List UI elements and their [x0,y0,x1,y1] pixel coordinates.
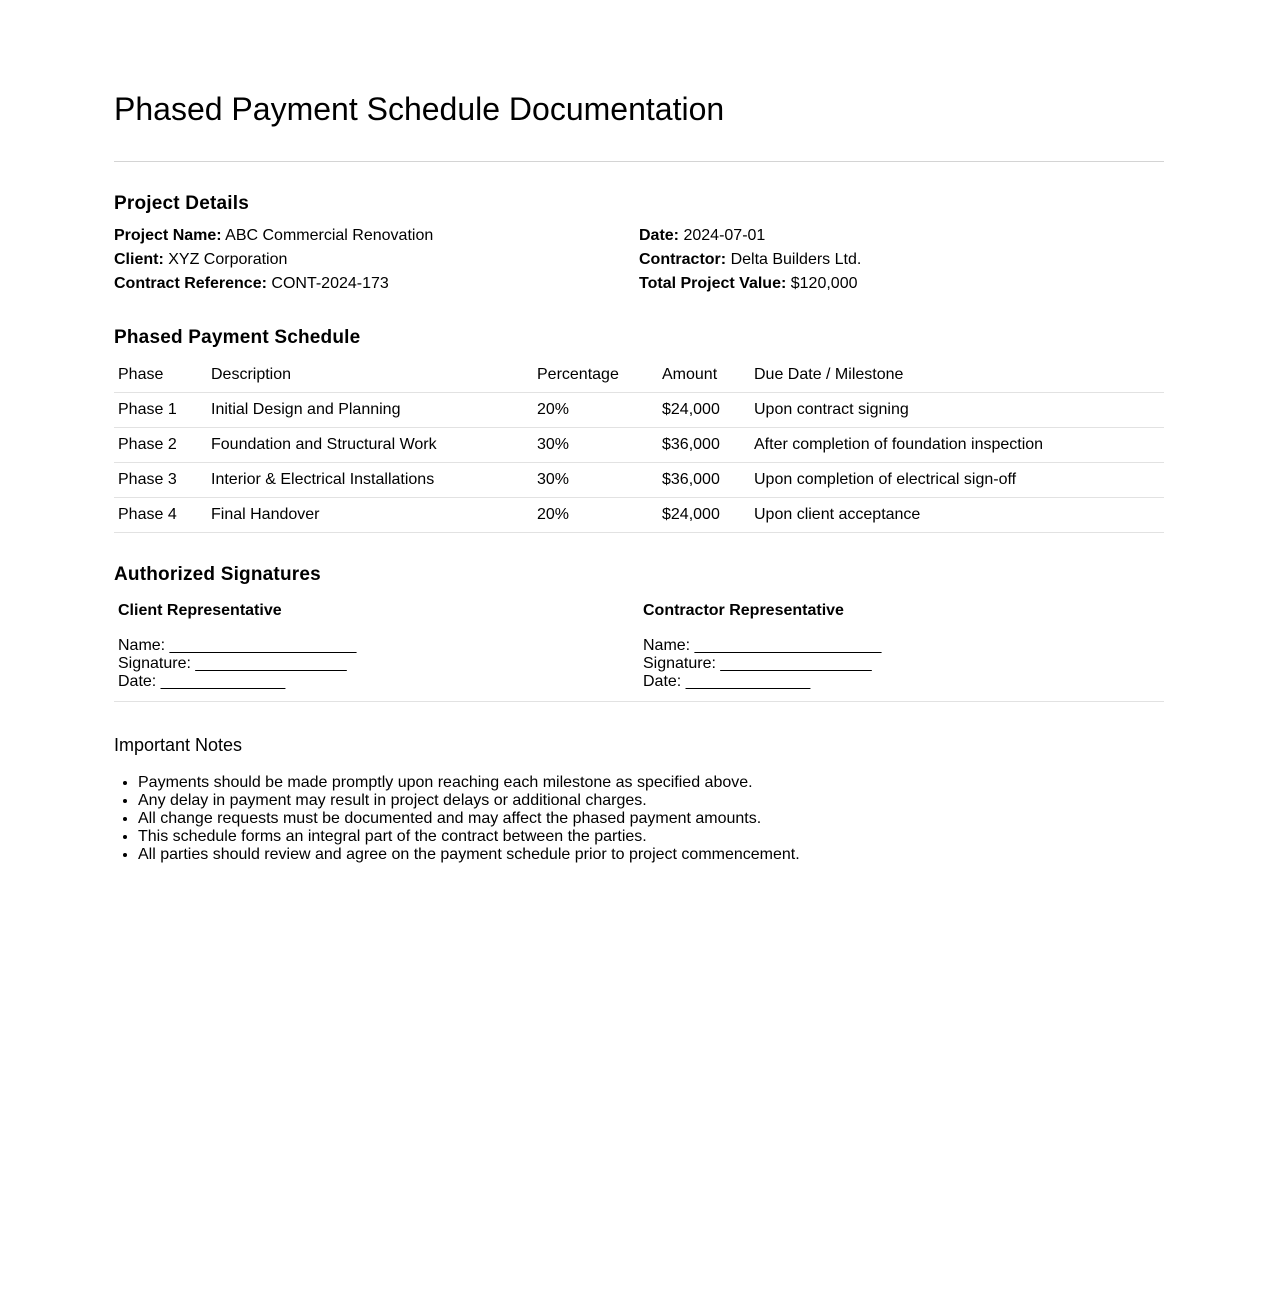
contractor-label: Contractor: [639,251,727,268]
client-representative-title: Client Representative [118,602,282,619]
client-label: Client: [114,251,164,268]
column-header: Phase [114,357,207,393]
table-cell: 30% [533,463,658,498]
client-row [114,248,433,272]
table-cell: Upon client acceptance [750,498,1164,533]
date-row [639,224,861,248]
payment-schedule-heading: Phased Payment Schedule [114,327,361,348]
project-name-row [114,224,433,248]
title-divider [114,161,1164,162]
table-cell: Upon contract signing [750,393,1164,428]
signatures-heading: Authorized Signatures [114,564,321,585]
contractor-signature-block [643,600,881,691]
payment-schedule-table [114,357,1164,533]
date-value: 2024-07-01 [683,227,766,244]
project-details-left-column [114,224,433,296]
table-cell: After completion of foundation inspection [750,428,1164,463]
table-row [114,428,1164,463]
table-cell: 30% [533,428,658,463]
signatures-divider [114,701,1164,702]
important-notes-heading: Important Notes [114,735,243,755]
date-label: Date: [639,227,680,244]
table-cell: Phase 2 [114,428,207,463]
table-cell: Initial Design and Planning [207,393,533,428]
client-signature-block [118,600,356,691]
contractor-signature-line: Signature: _________________ [643,655,872,672]
project-details-right-column [639,224,861,296]
column-header: Amount [658,357,750,393]
list-item: • All change requests must be documented and may affect the phased payment amounts. [138,810,800,828]
table-cell: Phase 1 [114,393,207,428]
client-signature-line: Signature: _________________ [118,655,347,672]
table-cell: Phase 4 [114,498,207,533]
list-item: • This schedule forms an integral part of the contract between the parties. [138,828,800,846]
table-cell: $36,000 [658,463,750,498]
contractor-representative-title: Contractor Representative [643,602,844,619]
table-row [114,463,1164,498]
contractor-name-line: Name: _____________________ [643,637,882,654]
project-name-label: Project Name: [114,227,222,244]
list-item: • Any delay in payment may result in project delays or additional charges. [138,792,800,810]
total-value: $120,000 [790,275,858,292]
table-header-row [114,357,1164,393]
client-date-line: Date: ______________ [118,673,286,690]
total-value-row [639,272,861,296]
column-header: Percentage [533,357,658,393]
table-row [114,498,1164,533]
client-name-line: Name: _____________________ [118,637,357,654]
total-value-label: Total Project Value: [639,275,787,292]
table-cell: Interior & Electrical Installations [207,463,533,498]
contractor-value: Delta Builders Ltd. [730,251,862,268]
contractor-row [639,248,861,272]
column-header: Due Date / Milestone [750,357,1164,393]
table-row [114,393,1164,428]
client-value: XYZ Corporation [168,251,288,268]
list-item: • All parties should review and agree on the payment schedule prior to project commencement. [138,846,800,864]
table-cell: Foundation and Structural Work [207,428,533,463]
table-cell: $36,000 [658,428,750,463]
table-cell: 20% [533,393,658,428]
table-cell: Final Handover [207,498,533,533]
contractor-date-line: Date: ______________ [643,673,811,690]
table-cell: Phase 3 [114,463,207,498]
list-item: • Payments should be made promptly upon reaching each milestone as specified above. [138,774,800,792]
document-title: Phased Payment Schedule Documentation [114,91,725,127]
table-cell: $24,000 [658,393,750,428]
contract-reference-value: CONT-2024-173 [271,275,389,292]
table-cell: Upon completion of electrical sign-off [750,463,1164,498]
project-details-heading: Project Details [114,193,249,214]
project-name-value: ABC Commercial Renovation [225,227,434,244]
table-cell: $24,000 [658,498,750,533]
table-cell: 20% [533,498,658,533]
column-header: Description [207,357,533,393]
contract-reference-row [114,272,433,296]
important-notes-list [114,774,800,864]
contract-reference-label: Contract Reference: [114,275,267,292]
